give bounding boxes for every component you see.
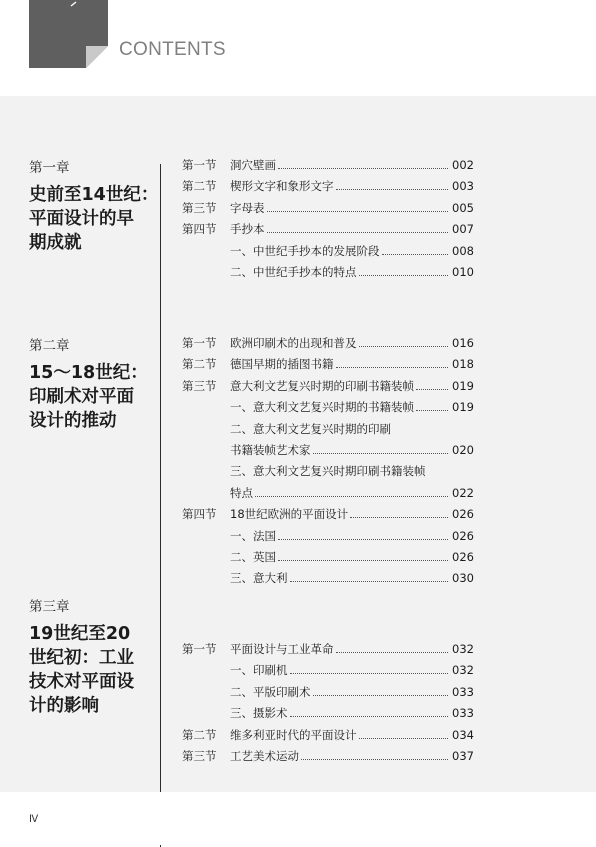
page-ref: 034	[452, 727, 474, 742]
dot-leader	[255, 496, 448, 497]
entry-title: 18世纪欧洲的平面设计	[230, 507, 349, 522]
section-label: 第一节	[182, 336, 217, 350]
section-label: 第三节	[182, 200, 217, 215]
page-ref: 030	[452, 571, 474, 586]
dot-leader	[359, 346, 449, 347]
toc-entry[interactable]	[182, 641, 474, 662]
page-ref: 005	[452, 200, 474, 215]
toc-entry[interactable]	[182, 178, 474, 199]
page-footer	[0, 792, 596, 845]
dot-leader	[290, 673, 449, 674]
page-ref: 016	[452, 336, 474, 350]
page-ref: 032	[452, 663, 474, 678]
chapter-2-entries	[182, 335, 474, 592]
entry-title: 一、法国	[230, 528, 276, 543]
chapter-title-line: 设计的推动	[29, 411, 117, 431]
entry-title: 二、英国	[230, 549, 276, 564]
page-ref: 033	[452, 684, 474, 699]
dot-leader	[313, 695, 449, 696]
chapter-title-line: 19世纪至20	[29, 624, 131, 644]
page-ref: 022	[452, 485, 474, 500]
toc-entry[interactable]	[182, 727, 474, 748]
entry-title: 意大利文艺复兴时期的印刷书籍装帧	[230, 378, 414, 393]
dot-leader	[336, 189, 449, 190]
contents-heading: CONTENTS	[119, 39, 226, 60]
dot-leader	[301, 759, 448, 760]
dot-leader	[359, 738, 449, 739]
chapter-title-line: 平面设计的早	[29, 209, 134, 229]
entry-title: 一、中世纪手抄本的发展阶段	[230, 243, 380, 258]
toc-subentry[interactable]	[182, 399, 474, 420]
entry-title: 德国早期的插图书籍	[230, 357, 334, 372]
entry-title: 一、意大利文艺复兴时期的书籍装帧	[230, 400, 414, 415]
toc-subentry[interactable]	[182, 662, 474, 683]
toc-subentry[interactable]	[182, 243, 474, 264]
toc-entry[interactable]	[182, 221, 474, 242]
page-ref: 010	[452, 264, 474, 279]
toc-subentry[interactable]	[182, 421, 474, 442]
entry-title: 欧洲印刷术的出现和普及	[230, 336, 357, 350]
page-header	[0, 0, 596, 96]
chapter-2-heading	[29, 337, 148, 433]
dot-leader	[290, 716, 449, 717]
toc-subentry[interactable]	[182, 264, 474, 285]
dot-leader	[336, 652, 449, 653]
chapter-label: 第二章	[29, 338, 70, 354]
page-ref: 003	[452, 179, 474, 194]
entry-title: 二、中世纪手抄本的特点	[230, 264, 357, 279]
dot-leader	[359, 275, 449, 276]
toc-subentry[interactable]	[182, 442, 474, 463]
entry-title: 一、印刷机	[230, 663, 288, 678]
entry-title: 楔形文字和象形文字	[230, 179, 334, 194]
page-ref: 037	[452, 748, 474, 763]
entry-title: 特点	[230, 485, 253, 500]
entry-title: 字母表	[230, 200, 265, 215]
dot-leader	[267, 232, 449, 233]
chapter-title-line: 计的影响	[29, 696, 99, 716]
toc-subentry[interactable]	[182, 570, 474, 591]
toc-entry[interactable]	[182, 200, 474, 221]
toc-entry[interactable]	[182, 335, 474, 356]
section-label: 第一节	[182, 158, 217, 172]
section-label: 第一节	[182, 642, 217, 656]
chapter-3-entries	[182, 641, 474, 769]
toc-entry[interactable]	[182, 356, 474, 377]
dot-leader	[382, 254, 449, 255]
entry-title: 二、意大利文艺复兴时期的印刷	[230, 421, 391, 436]
page-ref: 007	[452, 222, 474, 237]
dot-leader	[278, 168, 448, 169]
dot-leader	[336, 367, 449, 368]
page-ref: 002	[452, 158, 474, 172]
entry-title: 三、意大利	[230, 571, 288, 586]
page-ref: 020	[452, 442, 474, 457]
section-label: 第二节	[182, 357, 217, 372]
page-ref: 019	[452, 400, 474, 415]
entry-title: 工艺美术运动	[230, 748, 299, 763]
page-ref: 019	[452, 378, 474, 393]
dot-leader	[267, 211, 449, 212]
toc-entry[interactable]	[182, 378, 474, 399]
toc-entry[interactable]	[182, 748, 474, 769]
chapter-label: 第三章	[29, 599, 70, 615]
entry-title: 手抄本	[230, 222, 265, 237]
dot-leader	[416, 410, 448, 411]
chapter-1-heading	[29, 159, 158, 255]
dot-leader	[278, 539, 448, 540]
divider-line	[160, 164, 161, 847]
page-ref: 026	[452, 528, 474, 543]
toc-subentry[interactable]	[182, 549, 474, 570]
section-label: 第三节	[182, 748, 217, 763]
chapter-title-line: 史前至14世纪：	[29, 185, 159, 205]
toc-subentry[interactable]	[182, 684, 474, 705]
chapter-title-line: 印刷术对平面	[29, 387, 134, 407]
chapter-title-line: 世纪初：工业	[29, 648, 134, 668]
page-number: Ⅳ	[29, 814, 39, 825]
chapter-label: 第一章	[29, 160, 70, 176]
page-ref: 008	[452, 243, 474, 258]
dot-leader	[416, 389, 448, 390]
page-ref: 033	[452, 706, 474, 721]
entry-title: 三、摄影术	[230, 706, 288, 721]
dot-leader	[278, 560, 448, 561]
toc-subentry[interactable]	[182, 528, 474, 549]
section-label: 第三节	[182, 378, 217, 393]
entry-title: 书籍装帧艺术家	[230, 442, 311, 457]
entry-title: 三、意大利文艺复兴时期印刷书籍装帧	[230, 464, 426, 479]
page-ref: 032	[452, 642, 474, 656]
toc-entry[interactable]	[182, 506, 474, 527]
toc-subentry[interactable]	[182, 463, 474, 484]
toc-subentry[interactable]	[182, 705, 474, 726]
section-label: 第四节	[182, 507, 217, 522]
entry-title: 洞穴壁画	[230, 158, 276, 172]
chapter-title-line: 技术对平面设	[29, 672, 134, 692]
toc-subentry[interactable]	[182, 485, 474, 506]
page-ref: 026	[452, 549, 474, 564]
dot-leader	[290, 581, 449, 582]
dot-leader	[350, 517, 448, 518]
section-label: 第二节	[182, 179, 217, 194]
toc-entry[interactable]	[182, 157, 474, 178]
section-label: 第四节	[182, 222, 217, 237]
page-ref: 018	[452, 357, 474, 372]
chapter-3-heading	[29, 598, 134, 718]
entry-title: 维多利亚时代的平面设计	[230, 727, 357, 742]
corner-logo-icon	[29, 0, 108, 68]
section-label: 第二节	[182, 727, 217, 742]
page-ref: 026	[452, 507, 474, 522]
chapter-1-entries	[182, 157, 474, 285]
dot-leader	[313, 453, 449, 454]
chapter-title-line: 15～18世纪：	[29, 363, 148, 383]
entry-title: 二、平版印刷术	[230, 684, 311, 699]
entry-title: 平面设计与工业革命	[230, 642, 334, 656]
chapter-title-line: 期成就	[29, 233, 82, 253]
